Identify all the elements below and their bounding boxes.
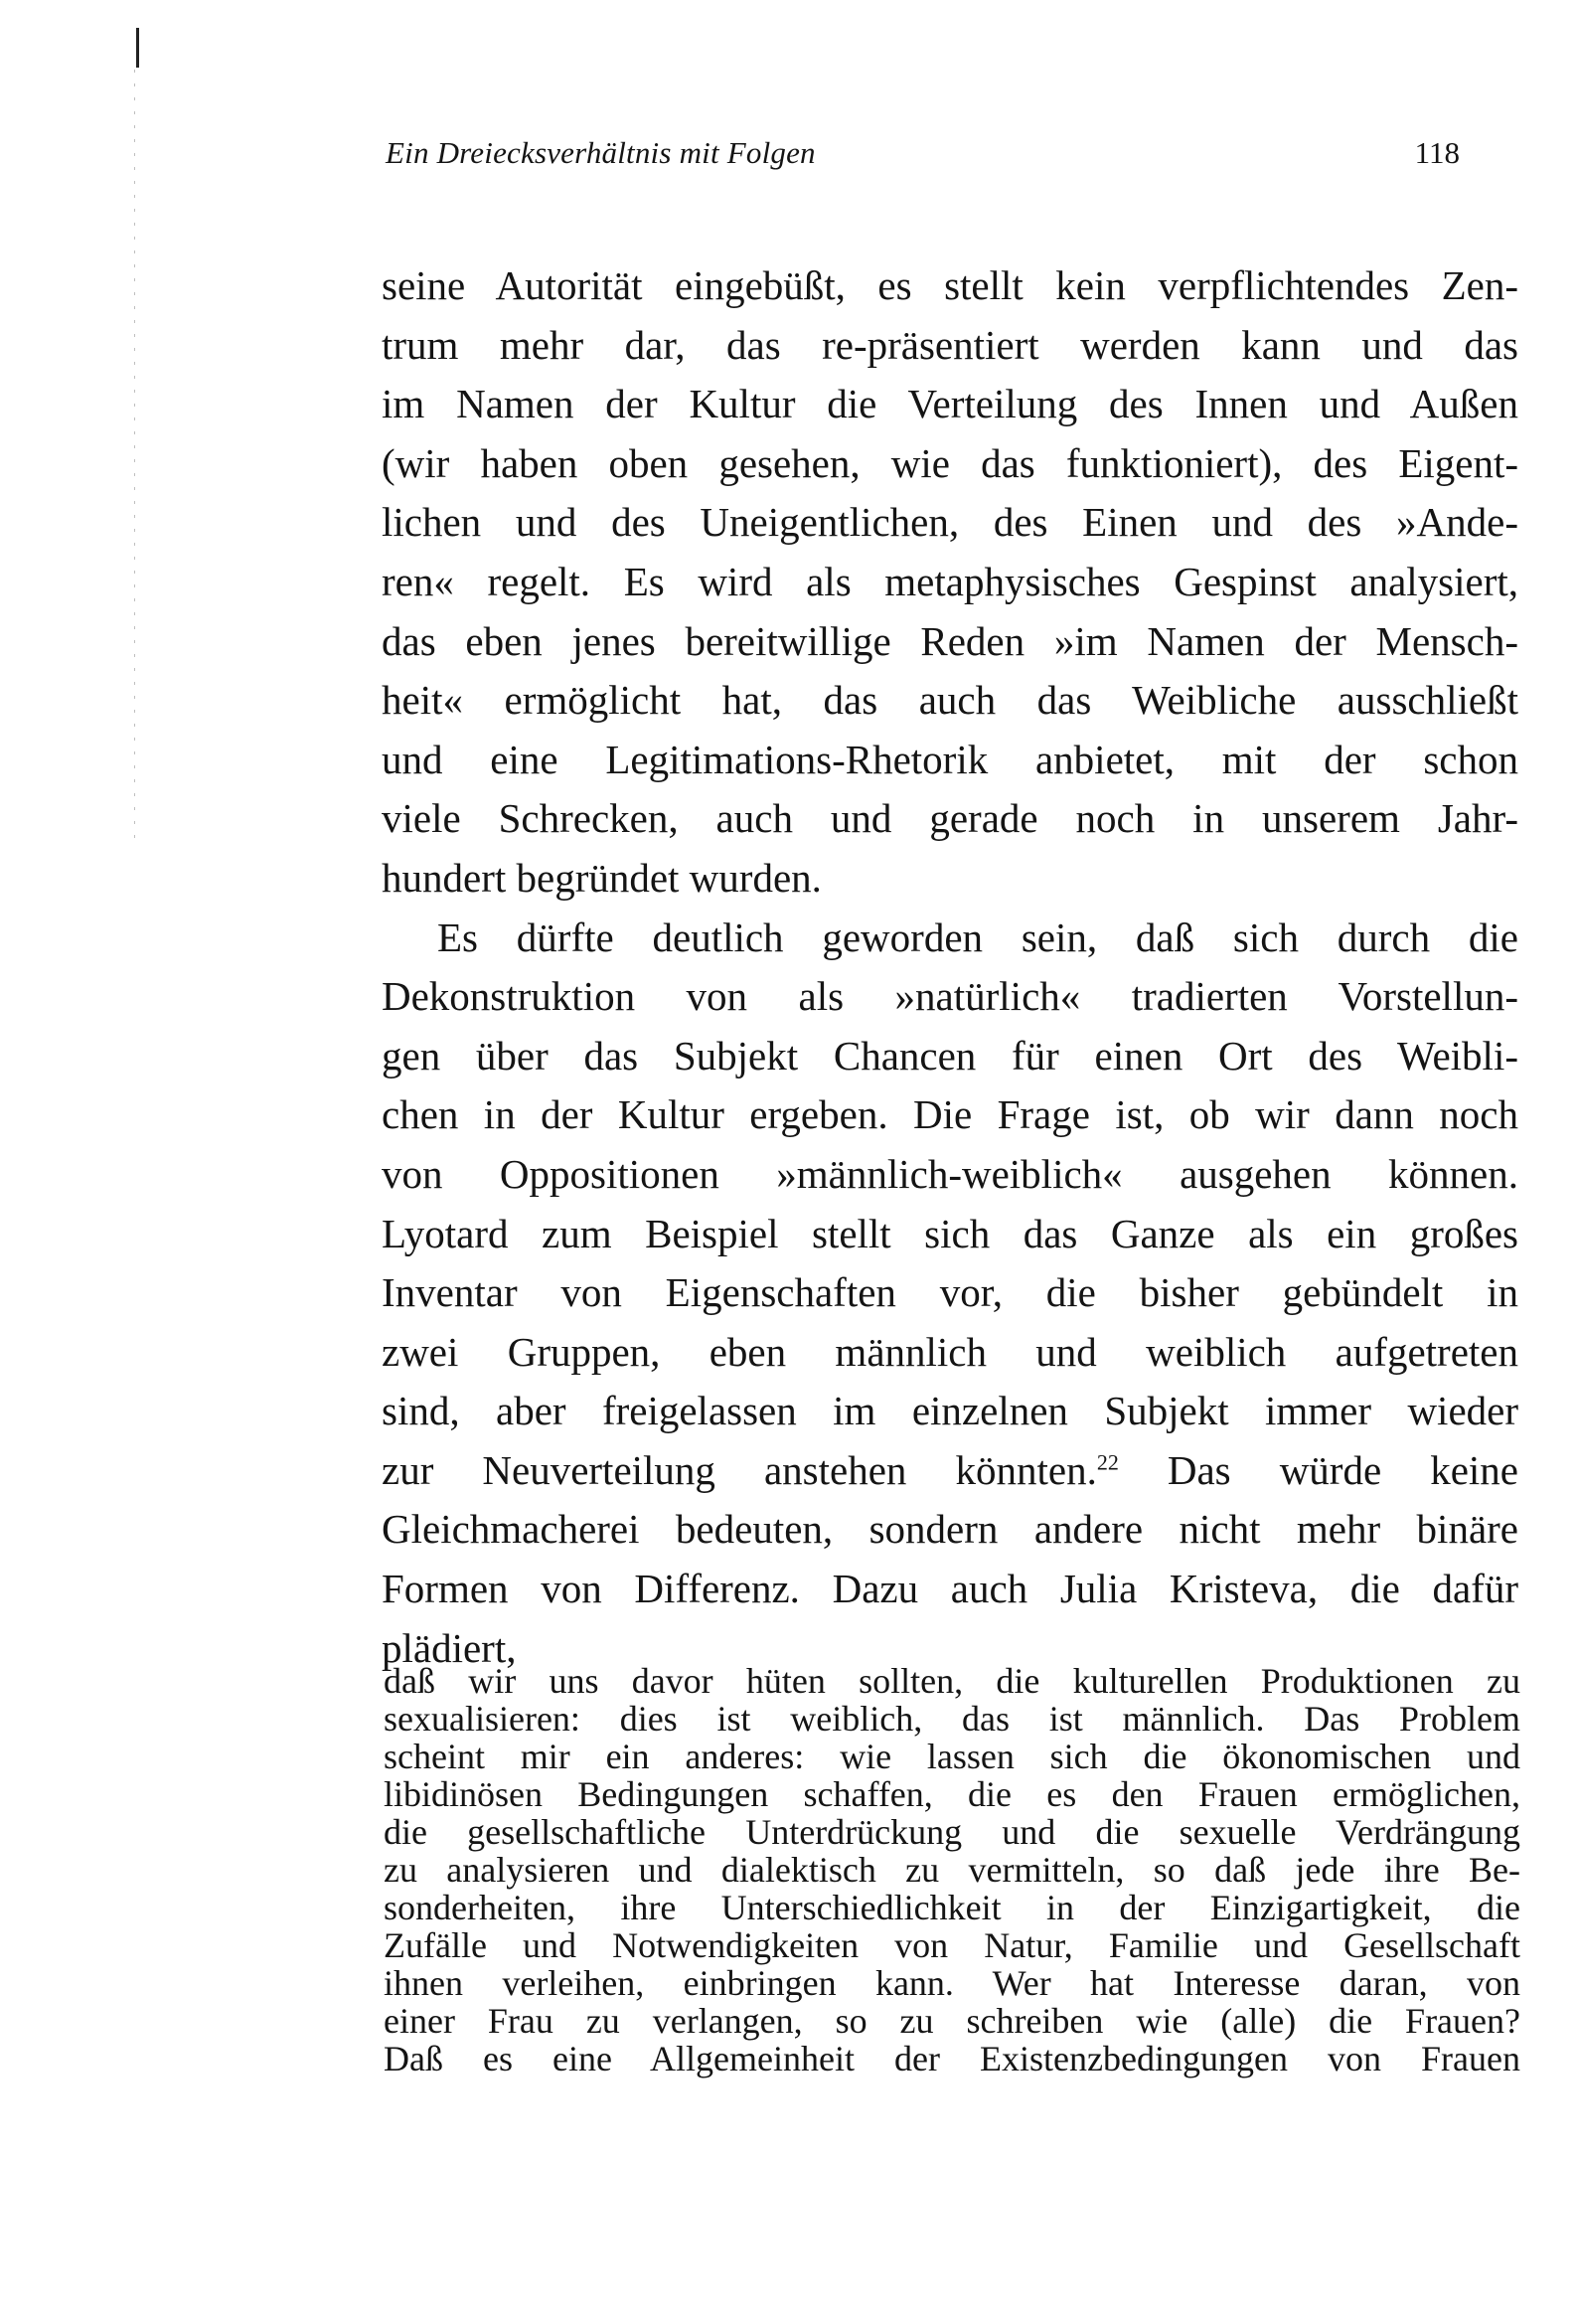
text-line: das eben jenes bereitwillige Reden »im Namen der Mensch- [382, 617, 1518, 664]
text-line: chen in der Kultur ergeben. Die Frage ist, ob wir dann noch [382, 1091, 1518, 1138]
running-title: Ein Dreiecksverhältnis mit Folgen [386, 135, 816, 170]
text-segment: Das würde keine [1118, 1446, 1518, 1493]
quote-line: zu analysieren und dialektisch zu vermitteln, so daß jede ihre Be- [384, 1850, 1520, 1890]
page-number: 118 [1414, 135, 1460, 170]
text-line: heit« ermöglicht hat, das auch das Weibliche ausschließt [382, 677, 1518, 724]
scan-edge-dots [134, 70, 135, 845]
text-line: plädiert, [382, 1624, 517, 1671]
text-line: ren« regelt. Es wird als metaphysisches Gespinst analysiert, [382, 558, 1518, 604]
text-line: Inventar von Eigenschaften vor, die bisher gebündelt in [382, 1269, 1518, 1316]
text-line: im Namen der Kultur die Verteilung des Innen und Außen [382, 381, 1518, 427]
text-line: viele Schrecken, auch und gerade noch in unserem Jahr- [382, 795, 1518, 842]
body-text [382, 256, 1518, 1678]
text-line: hundert begründet wurden. [382, 854, 822, 901]
quote-line: sexualisieren: dies ist weiblich, das ist männlich. Das Problem [384, 1699, 1520, 1739]
quote-line: libidinösen Bedingungen schaffen, die es den Frauen ermöglichen, [384, 1774, 1520, 1814]
text-line: Formen von Differenz. Dazu auch Julia Kristeva, die dafür [382, 1566, 1518, 1612]
quote-line: ihnen verleihen, einbringen kann. Wer hat Interesse daran, von [384, 1963, 1520, 2003]
footnote-marker: 22 [1096, 1449, 1119, 1475]
text-line: Gleichmacherei bedeuten, sondern andere nicht mehr binäre [382, 1506, 1518, 1553]
text-line: (wir haben oben gesehen, wie das funktioniert), des Eigent- [382, 439, 1518, 486]
text-line: sind, aber freigelassen im einzelnen Subjekt immer wieder [382, 1388, 1518, 1434]
text-line: zwei Gruppen, eben männlich und weiblich aufgetreten [382, 1328, 1518, 1375]
text-line-with-footnote [382, 1441, 1518, 1501]
text-line: von Oppositionen »männlich-weiblich« ausgehen können. [382, 1150, 1518, 1197]
text-segment: zur Neuverteilung anstehen könnten. [382, 1446, 1097, 1493]
scan-edge-mark [136, 28, 139, 68]
text-line: und eine Legitimations-Rhetorik anbietet, mit der schon [382, 736, 1518, 782]
quote-line: die gesellschaftliche Unterdrückung und die sexuelle Verdrängung [384, 1812, 1520, 1852]
quote-line: scheint mir ein anderes: wie lassen sich die ökonomischen und [384, 1737, 1520, 1776]
quote-line: daß wir uns davor hüten sollten, die kulturellen Produktionen zu [384, 1661, 1520, 1701]
text-line: Lyotard zum Beispiel stellt sich das Ganze als ein großes [382, 1210, 1518, 1256]
quote-line: einer Frau zu verlangen, so zu schreiben wie (alle) die Frauen? [384, 2001, 1520, 2041]
text-line: trum mehr dar, das re-präsentiert werden kann und das [382, 321, 1518, 368]
text-line: seine Autorität eingebüßt, es stellt kein verpflichtendes Zen- [382, 262, 1518, 308]
page-header [386, 135, 1460, 175]
quote-line: sonderheiten, ihre Unterschiedlichkeit in der Einzigartigkeit, die [384, 1888, 1520, 1927]
block-quote [384, 1662, 1520, 2077]
text-line: Dekonstruktion von als »natürlich« tradierten Vorstellun- [382, 973, 1518, 1020]
quote-line: Daß es eine Allgemeinheit der Existenzbedingungen von Frauen [384, 2039, 1520, 2078]
text-line: Es dürfte deutlich geworden sein, daß sich durch die [437, 913, 1518, 960]
quote-line: Zufälle und Notwendigkeiten von Natur, Familie und Gesellschaft [384, 1925, 1520, 1965]
text-line: gen über das Subjekt Chancen für einen Ort des Weibli- [382, 1032, 1518, 1079]
text-line: lichen und des Uneigentlichen, des Einen und des »Ande- [382, 499, 1518, 546]
